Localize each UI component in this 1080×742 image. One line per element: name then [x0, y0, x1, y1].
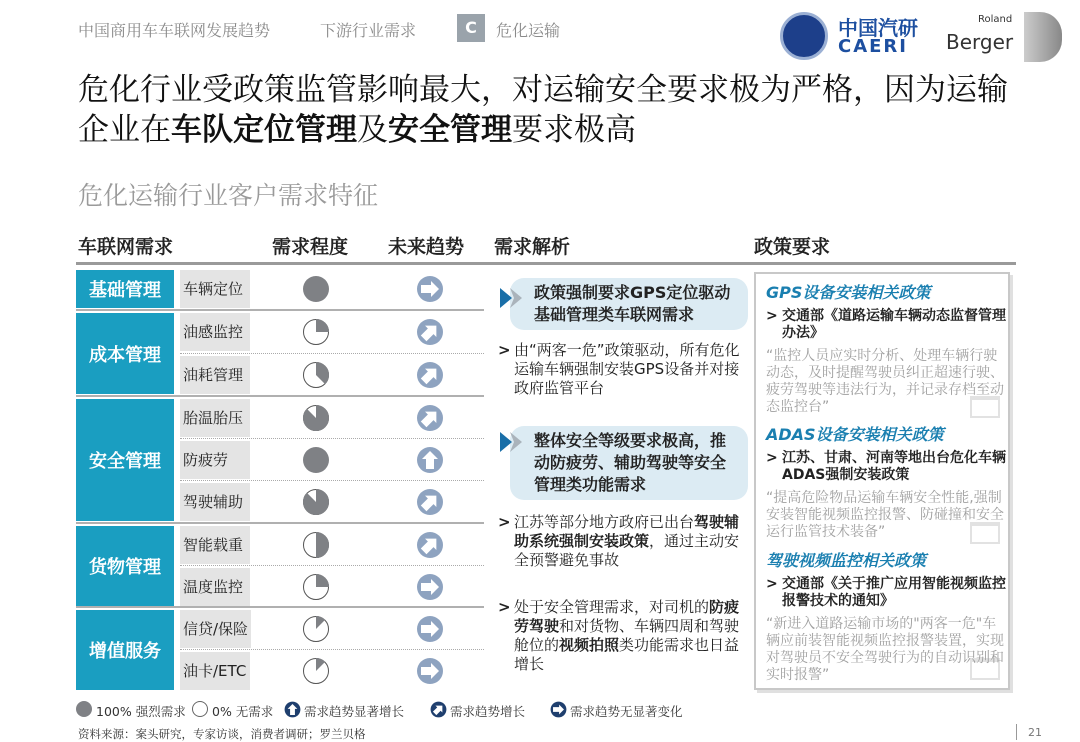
- legend-up: 需求趋势显著增长: [304, 704, 405, 719]
- demand-level-pie: [302, 361, 330, 389]
- trend-arrow-icon: [416, 573, 444, 601]
- caeri-logo-icon: [780, 12, 828, 60]
- bullet-adas: > 江苏等部分地方政府已出台驾驶辅助系统强制安装政策，通过主动安全预警避免事故: [496, 513, 746, 570]
- policy-bullet-adas: > 江苏、甘肃、河南等地出台危化车辆ADAS强制安装政策: [766, 450, 1006, 484]
- rb-berger: Berger: [946, 30, 1014, 54]
- need-item: 车辆定位: [180, 270, 250, 308]
- demand-level-pie: [302, 615, 330, 643]
- arrow-right-icon: [550, 701, 567, 722]
- header-policy: 政策要求: [754, 236, 831, 258]
- trend-arrow-icon: [416, 488, 444, 516]
- trend-arrow-icon: [416, 531, 444, 559]
- arrow-up-icon: [284, 701, 301, 722]
- policy-head-gps: GPS设备安装相关政策: [766, 283, 931, 302]
- policy-head-adas: ADAS设备安装相关政策: [766, 425, 944, 444]
- header-rule: [76, 262, 1016, 265]
- chevron-icon: [498, 430, 528, 454]
- policy-panel: [754, 272, 1010, 690]
- legend-full: 100% 强烈需求: [96, 704, 186, 719]
- need-item: 油耗管理: [180, 356, 250, 394]
- group-label: 基础管理: [76, 270, 174, 308]
- trend-arrow-icon: [416, 615, 444, 643]
- rb-logo-icon: [1024, 12, 1062, 62]
- trend-arrow-icon: [416, 657, 444, 685]
- caeri-cn: 中国汽研: [838, 16, 918, 40]
- rb-roland: Roland: [978, 14, 1013, 25]
- group-label: 安全管理: [76, 399, 174, 521]
- group-separator: [76, 522, 484, 524]
- bullet-video: > 处于安全管理需求，对司机的防疲劳驾驶和对货物、车辆四周和驾驶舱位的视频拍照类功能需求也日益增长: [496, 598, 746, 674]
- policy-quote-adas: “提高危险物品运输车辆安全性能,强制安装智能视频监控报警、防碰撞和安全运行监管技术装备”: [766, 490, 1004, 540]
- source-note: 资料来源：案头研究，专家访谈，消费者调研；罗兰贝格: [78, 727, 366, 741]
- legend-upright: 需求趋势增长: [450, 704, 526, 719]
- row-divider: [180, 649, 484, 650]
- legend-flat: 需求趋势无显著变化: [570, 704, 683, 719]
- demand-level-pie: [302, 446, 330, 474]
- need-item: 智能载重: [180, 526, 250, 564]
- legend-none-icon: [192, 701, 208, 717]
- demand-level-pie: [302, 531, 330, 559]
- trend-arrow-icon: [416, 446, 444, 474]
- need-item: 信贷/保险: [180, 610, 251, 648]
- page-number: 21: [1028, 726, 1042, 739]
- trend-arrow-icon: [416, 404, 444, 432]
- section-subtitle: 危化运输行业客户需求特征: [78, 181, 379, 210]
- need-item: 温度监控: [180, 568, 250, 606]
- demand-level-pie: [302, 275, 330, 303]
- policy-quote-gps: “监控人员应实时分析、处理车辆行驶动态，及时提醒驾驶员纠正超速行驶、疲劳驾驶等违法行为，并记录存档至动态监控台”: [766, 348, 1004, 415]
- arrow-up-right-icon: [430, 701, 447, 722]
- bullet-gps: > 由“两客一危”政策驱动，所有危化运输车辆强制安装GPS设备并对接政府监管平台: [496, 341, 746, 398]
- group-separator: [76, 606, 484, 608]
- breadcrumb-l1[interactable]: 中国商用车车联网发展趋势: [78, 21, 271, 40]
- caeri-en: CAERI: [838, 36, 908, 57]
- need-item: 油卡/ETC: [180, 652, 250, 690]
- row-divider: [180, 480, 484, 481]
- demand-level-pie: [302, 573, 330, 601]
- demand-level-pie: [302, 404, 330, 432]
- legend-full-icon: [76, 701, 92, 717]
- callout-gps: 政策强制要求GPS定位驱动基础管理类车联网需求: [510, 278, 748, 330]
- policy-quote-video: “新进入道路运输市场的"两客一危"车辆应前装智能视频监控报警装置，实现对驾驶员不安全驾驶行为的自动识别和实时报警”: [766, 616, 1004, 683]
- policy-bullet-video: > 交通部《关于推广应用智能视频监控报警技术的通知》: [766, 576, 1006, 610]
- demand-level-pie: [302, 657, 330, 685]
- need-item: 油感监控: [180, 313, 250, 351]
- row-divider: [180, 353, 484, 354]
- trend-arrow-icon: [416, 275, 444, 303]
- policy-bullet-gps: > 交通部《道路运输车辆动态监督管理办法》: [766, 308, 1006, 342]
- header-trend: 未来趋势: [388, 236, 465, 258]
- trend-arrow-icon: [416, 318, 444, 346]
- header-need: 车联网需求: [78, 236, 174, 258]
- policy-head-video: 驾驶视频监控相关政策: [766, 551, 927, 570]
- row-divider: [180, 438, 484, 439]
- header-level: 需求程度: [272, 236, 349, 258]
- breadcrumb-l3[interactable]: 危化运输: [496, 21, 561, 40]
- demand-level-pie: [302, 318, 330, 346]
- chevron-icon: [498, 286, 528, 310]
- group-separator: [76, 309, 484, 311]
- need-item: 驾驶辅助: [180, 483, 250, 521]
- breadcrumb-l2[interactable]: 下游行业需求: [320, 21, 417, 40]
- group-label: 成本管理: [76, 313, 174, 394]
- group-separator: [76, 395, 484, 397]
- group-label: 货物管理: [76, 526, 174, 606]
- section-badge: C: [457, 14, 485, 42]
- row-divider: [180, 565, 484, 566]
- page-title: 危化行业受政策监管影响最大，对运输安全要求极为严格，因为运输企业在车队定位管理及安全管理要求极高: [78, 72, 1008, 148]
- legend-none: 0% 无需求: [212, 704, 274, 719]
- demand-level-pie: [302, 488, 330, 516]
- need-item: 胎温胎压: [180, 399, 250, 437]
- trend-arrow-icon: [416, 361, 444, 389]
- need-item: 防疲劳: [180, 441, 250, 479]
- header-analysis: 需求解析: [494, 236, 571, 258]
- page-divider: [1016, 724, 1017, 740]
- group-label: 增值服务: [76, 610, 174, 690]
- callout-safety: 整体安全等级要求极高，推动防疲劳、辅助驾驶等安全管理类功能需求: [510, 426, 748, 500]
